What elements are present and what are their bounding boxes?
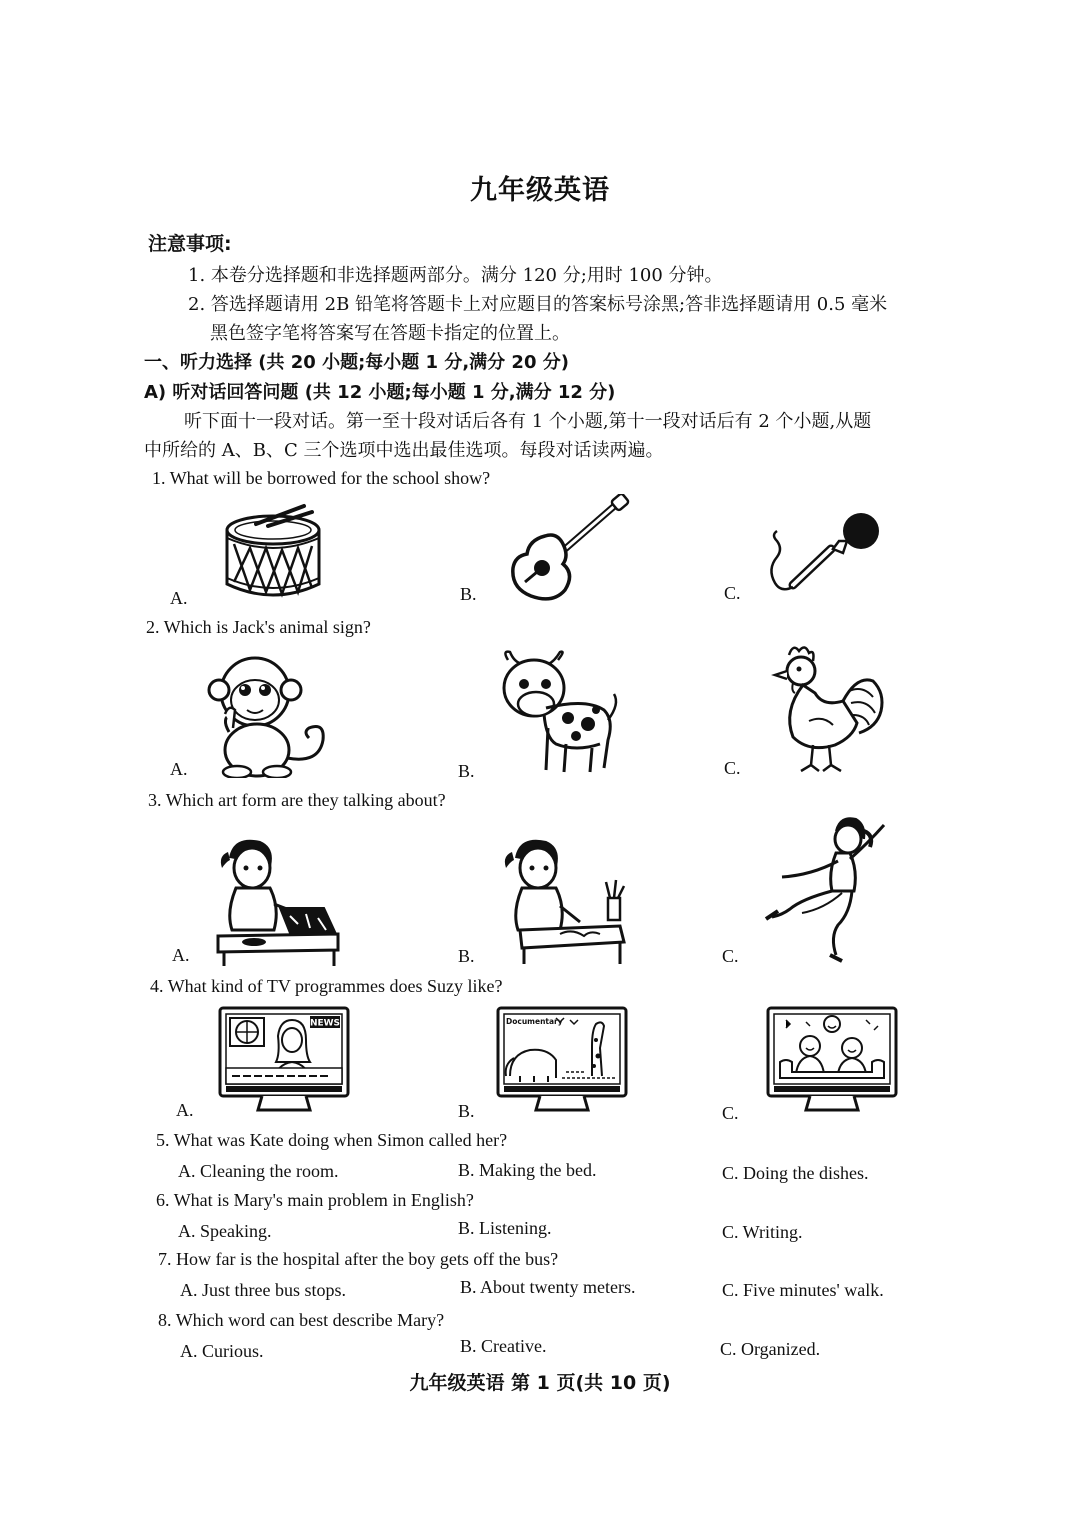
q1-option-c-label[interactable]: C. bbox=[724, 583, 741, 603]
q2-option-c-label[interactable]: C. bbox=[724, 758, 741, 778]
documentary-tv-icon bbox=[496, 1006, 628, 1116]
q6-option-a[interactable]: A. Speaking. bbox=[178, 1221, 272, 1241]
news-screen-text: NEWS bbox=[309, 1018, 341, 1029]
microphone-icon bbox=[763, 511, 888, 596]
q5-option-c[interactable]: C. Doing the dishes. bbox=[722, 1163, 869, 1183]
question-number: 2. bbox=[146, 617, 160, 637]
q3-option-b-label[interactable]: B. bbox=[458, 946, 475, 966]
question-number: 7. bbox=[158, 1249, 172, 1269]
painting-icon bbox=[500, 838, 628, 966]
question-number: 6. bbox=[156, 1190, 170, 1210]
partA-heading: A) 听对话回答问题 (共 12 小题;每小题 1 分,满分 12 分) bbox=[144, 382, 616, 403]
comedy-tv-icon bbox=[766, 1006, 898, 1116]
news-tv-icon bbox=[218, 1006, 350, 1116]
question-7 bbox=[158, 1249, 558, 1270]
question-text: What will be borrowed for the school show? bbox=[169, 468, 491, 488]
question-4 bbox=[150, 976, 502, 997]
q3-option-a-label[interactable]: A. bbox=[172, 945, 190, 965]
question-text: Which word can best describe Mary? bbox=[175, 1310, 445, 1330]
question-text: How far is the hospital after the boy gets off the bus? bbox=[176, 1249, 559, 1269]
notice-item-2-cont: 黑色签字笔将答案写在答题卡指定的位置上。 bbox=[210, 323, 570, 344]
q7-option-a[interactable]: A. Just three bus stops. bbox=[180, 1280, 346, 1300]
question-8 bbox=[158, 1310, 444, 1331]
page-footer: 九年级英语 第 1 页(共 10 页) bbox=[409, 1372, 671, 1394]
section1-heading: 一、听力选择 (共 20 小题;每小题 1 分,满分 20 分) bbox=[144, 352, 569, 373]
q4-option-b-label[interactable]: B. bbox=[458, 1101, 475, 1121]
partA-instruction-2: 中所给的 A、B、C 三个选项中选出最佳选项。每段对话读两遍。 bbox=[144, 440, 664, 461]
notice-heading: 注意事项: bbox=[148, 233, 232, 255]
q7-option-c[interactable]: C. Five minutes' walk. bbox=[722, 1280, 884, 1300]
question-number: 5. bbox=[156, 1130, 170, 1150]
q5-option-b[interactable]: B. Making the bed. bbox=[458, 1160, 597, 1180]
q3-option-c-label[interactable]: C. bbox=[722, 946, 739, 966]
q2-option-b-label[interactable]: B. bbox=[458, 761, 475, 781]
page-title: 九年级英语 bbox=[470, 175, 610, 206]
question-text: What was Kate doing when Simon called her? bbox=[173, 1130, 508, 1150]
q4-option-c-label[interactable]: C. bbox=[722, 1103, 739, 1123]
question-5 bbox=[156, 1130, 507, 1151]
q8-option-b[interactable]: B. Creative. bbox=[460, 1336, 547, 1356]
dancing-icon bbox=[762, 813, 892, 968]
question-text: What kind of TV programmes does Suzy like? bbox=[167, 976, 503, 996]
q8-option-c[interactable]: C. Organized. bbox=[720, 1339, 821, 1359]
question-text: What is Mary's main problem in English? bbox=[173, 1190, 474, 1210]
question-number: 3. bbox=[148, 790, 162, 810]
ox-icon bbox=[496, 648, 624, 778]
documentary-screen-text: Documentary bbox=[506, 1017, 563, 1026]
notice-item-1: 1. 本卷分选择题和非选择题两部分。满分 120 分;用时 100 分钟。 bbox=[188, 265, 723, 286]
q4-option-a-label[interactable]: A. bbox=[176, 1100, 194, 1120]
rooster-icon bbox=[763, 641, 888, 776]
guitar-icon bbox=[505, 494, 630, 604]
question-number: 8. bbox=[158, 1310, 172, 1330]
q5-option-a[interactable]: A. Cleaning the room. bbox=[178, 1161, 339, 1181]
question-1 bbox=[152, 468, 490, 489]
notice-item-2: 2. 答选择题请用 2B 铅笔将答题卡上对应题目的答案标号涂黑;答非选择题请用 0.5 毫米 bbox=[188, 294, 888, 315]
q1-option-b-label[interactable]: B. bbox=[460, 584, 477, 604]
q1-option-a-label[interactable]: A. bbox=[170, 588, 188, 608]
question-number: 1. bbox=[152, 468, 166, 488]
q2-option-a-label[interactable]: A. bbox=[170, 759, 188, 779]
question-number: 4. bbox=[150, 976, 164, 996]
question-text: Which is Jack's animal sign? bbox=[163, 617, 371, 637]
drum-icon bbox=[220, 502, 330, 607]
paper-cutting-icon bbox=[214, 838, 342, 966]
monkey-icon bbox=[207, 648, 332, 778]
question-6 bbox=[156, 1190, 474, 1211]
question-3 bbox=[148, 790, 446, 811]
q6-option-c[interactable]: C. Writing. bbox=[722, 1222, 803, 1242]
q7-option-b[interactable]: B. About twenty meters. bbox=[460, 1277, 636, 1297]
q6-option-b[interactable]: B. Listening. bbox=[458, 1218, 552, 1238]
q8-option-a[interactable]: A. Curious. bbox=[180, 1341, 264, 1361]
question-text: Which art form are they talking about? bbox=[165, 790, 446, 810]
question-2 bbox=[146, 617, 371, 638]
partA-instruction-1: 听下面十一段对话。第一至十段对话后各有 1 个小题,第十一段对话后有 2 个小题,从题 bbox=[184, 411, 872, 432]
